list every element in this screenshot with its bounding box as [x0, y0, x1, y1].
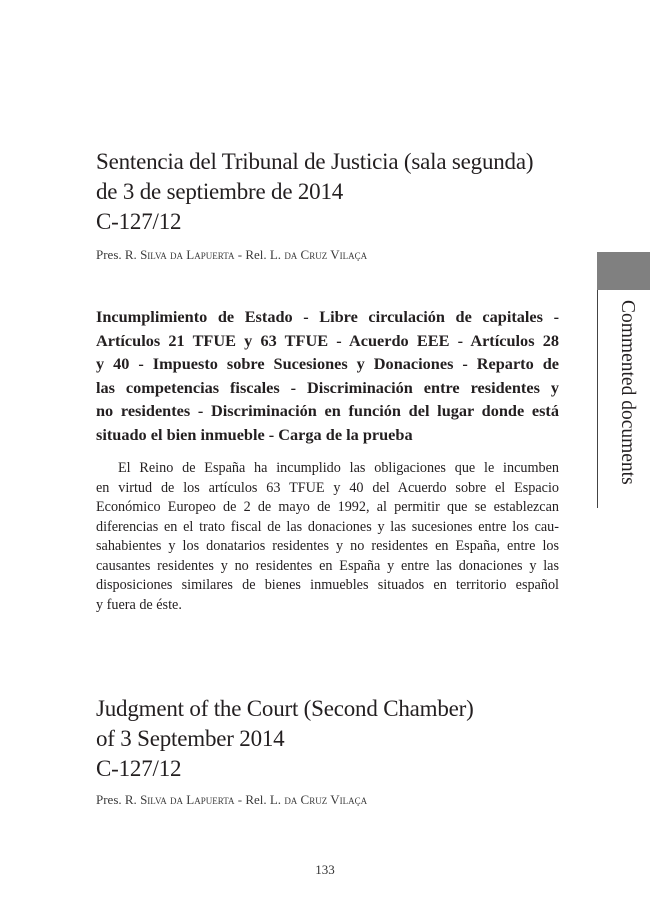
summary-line: y fuera de éste.	[96, 596, 182, 613]
spanish-title	[96, 147, 533, 237]
english-title	[96, 694, 474, 784]
summary-line: Económico Europeo de 2 de mayo de 1992, al permitir que se establezcan	[96, 499, 559, 515]
summary-line: sahabientes y los donatarios residentes y no residentes en España, entre los	[96, 538, 559, 554]
spanish-title-line: de 3 de septiembre de 2014	[96, 179, 344, 204]
section-tab-marker	[597, 252, 650, 290]
keywords-line: Artículos 21 TFUE y 63 TFUE - Acuerdo EEE - Artículos 28	[96, 330, 559, 350]
section-tab-rule	[597, 290, 598, 508]
spanish-title-line: Sentencia del Tribunal de Justicia (sala segunda)	[96, 149, 534, 174]
keywords-line: situado el bien inmueble - Carga de la prueba	[96, 424, 413, 444]
spanish-presiding-judges: Pres. R. Silva da Lapuerta - Rel. L. da Cruz Vilaça	[96, 247, 368, 262]
page-number: 133	[315, 862, 335, 877]
english-title-line: of 3 September 2014	[96, 726, 285, 751]
summary-line: disposiciones similares de bienes inmuebles situados en territorio español	[96, 577, 559, 593]
keywords-line: no residentes - Discriminación en función del lugar donde está	[96, 401, 559, 420]
keywords-line: las competencias fiscales - Discriminación entre residentes y	[96, 377, 559, 397]
presiding-judge-name: Silva da Lapuerta	[140, 247, 235, 262]
english-title-line: Judgment of the Court (Second Chamber)	[96, 696, 474, 721]
keywords-line: y 40 - Impuesto sobre Sucesiones y Donaciones - Reparto de	[96, 354, 559, 373]
rapporteur-name: da Cruz Vilaça	[284, 792, 368, 807]
spanish-heading	[96, 147, 533, 237]
summary-line: diferencias en el trato fiscal de las donaciones y las sucesiones entre los cau-	[96, 518, 559, 535]
rapporteur-name: da Cruz Vilaça	[284, 247, 368, 262]
english-heading	[96, 694, 474, 784]
keywords-paragraph	[96, 305, 559, 446]
english-presiding-judges: Pres. R. Silva da Lapuerta - Rel. L. da Cruz Vilaça	[96, 792, 368, 807]
english-case-number: C-127/12	[96, 756, 182, 781]
spanish-case-number: C-127/12	[96, 209, 182, 234]
summary-line: causantes residentes y no residentes en España y entre las donaciones y las	[96, 557, 559, 574]
summary-line: en virtud de los artículos 63 TFUE y 40 del Acuerdo sobre el Espacio	[96, 479, 559, 496]
keywords-line: Incumplimiento de Estado - Libre circulación de capitales -	[96, 307, 559, 326]
summary-line: El Reino de España ha incumplido las obligaciones que le incumben	[118, 460, 559, 476]
presiding-judge-name: Silva da Lapuerta	[140, 792, 235, 807]
ruling-summary	[96, 459, 559, 615]
section-tab-label: Commented documents	[617, 300, 638, 485]
